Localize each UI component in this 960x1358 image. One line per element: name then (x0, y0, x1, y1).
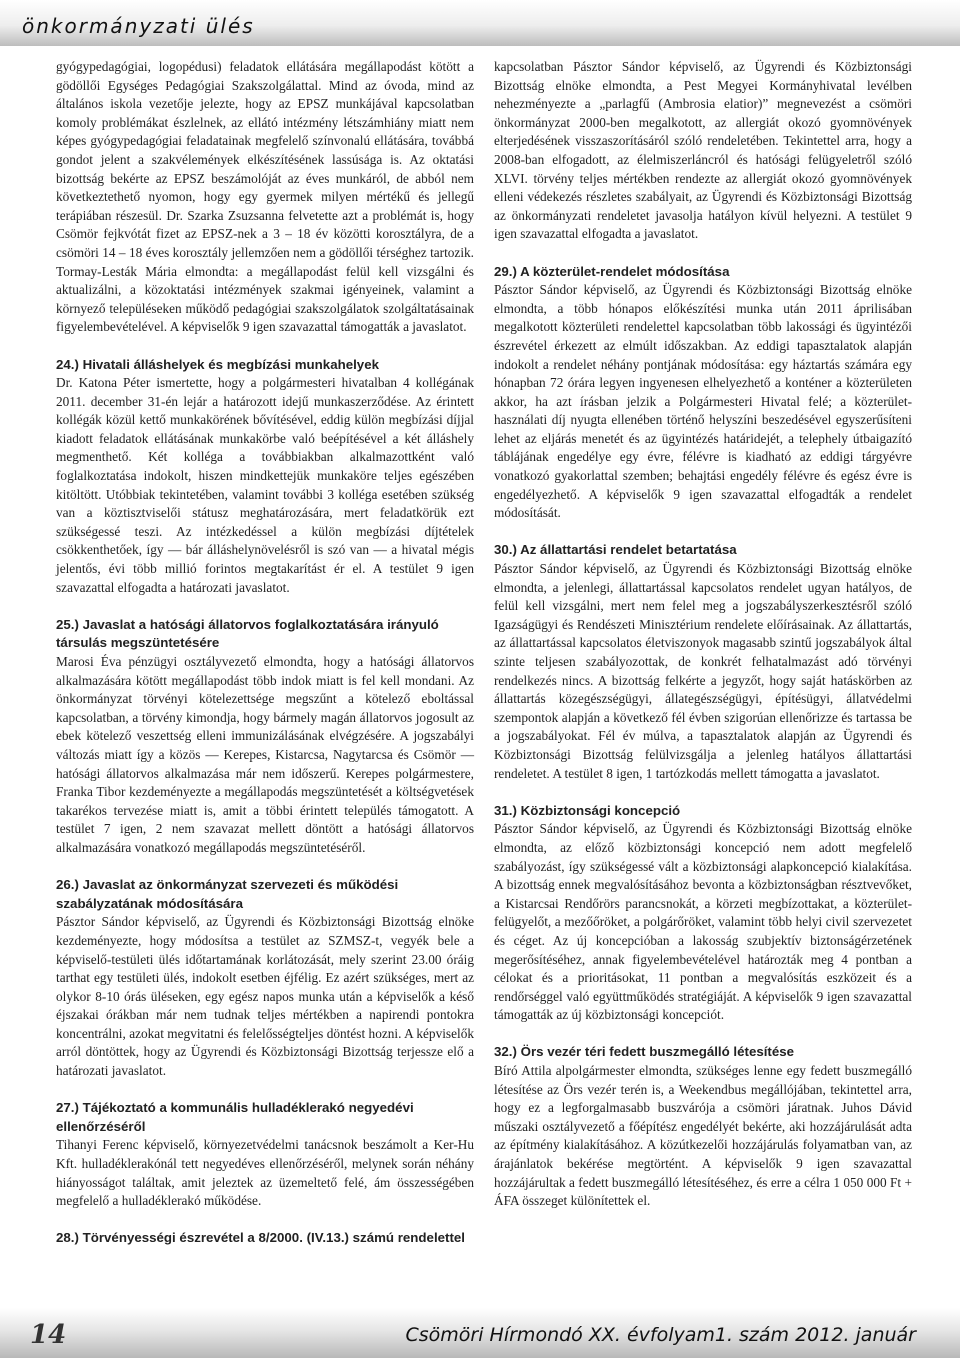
paragraph: Pásztor Sándor képviselő, az Ügyrendi és Közbiztonsági Bizottság elnöke elmondta, a több hónapos előkészítési munka után 2011 áprilisában megalkotott közterületi rendelettel kapcsolatban több lakossági és ügyintézői észrevétel érkezett az elmúlt időszakban. Az eddigi tapasztalatok alapján indokolt a rendelet néhány pontjának módosítása: egy háztartás számára egy hónapban 72 órára legyen ingyenesen elhelyezhető a konténer a közterületen akkor, ha azt írásban jelzik a Polgármesteri Hivatal felé; a közterület-használati díj nyugta ellenében történő helyszíni beszedésével egyszerűsíteni lehet az eljárás menetét és az ügyintézés határidejét, a telephely útbaigazító táblájának engedélye egy évre, félévre is kiadható az eddigi tárgyévre vonatkozó gyakorlattal szemben; behajtási engedély félévre és egész évre is engedélyezhető. A képviselők 9 igen szavazattal elfogadták a rendelet módosítását. (494, 282, 912, 521)
paragraph: Pásztor Sándor képviselő, az Ügyrendi és Közbiztonsági Bizottság elnöke kezdeményezte, hogy módosítsa a testület az SZMSZ-t, vegyék bele a képviselő-testületi ülés időtartamának korlátozását, mely szerint 23.00 óráig tarthat egy testületi ülés, indokolt esetben éjfélig. Ez azért szükséges, mert az olykor 8-10 órás üléseken, egy egész napos munka után a képviselők a késő éjszakai órákban már nem tudnak teljes mértékben a napirendi pontokra koncentrálni, azokat megvitatni és felelősségteljes döntést hozni. A képviselők arról döntöttek, hogy az Ügyrendi és Közbiztonsági Bizottság terjessze elő a határozati javaslatot. (56, 914, 474, 1079)
page-footer (0, 1308, 960, 1358)
agenda-heading-25: 25.) Javaslat a hatósági állatorvos foglalkoztatására irányuló társulás megszüntetésére (56, 616, 439, 651)
agenda-heading-29: 29.) A közterület-rendelet módosítása (494, 263, 730, 279)
right-column (494, 58, 912, 1211)
paragraph: Marosi Éva pénzügyi osztályvezető elmondta, hogy a hatósági állatorvos alkalmazására kötött megállapodást több indok miatt is fel kell mondani. Az önkormányzat törvényi kötelezettsége megszűnt a kötelező eboltással kapcsolatban, a törvény kimondja, hogy bármely magán állatorvos jogosult az ebek kötelező veszettség elleni immunizálásának elvégzésére. A jogszabályi változás miatt így a közös — Kerepes, Kistarcsa, Nagytarcsa és Csömör — hatósági állatorvos alkalmazása már nem időszerű. Kerepes polgármestere, Franka Tibor kezdeményezte a megállapodás megszüntetését a költségvetések takarékos tervezése miatt is, amit a többi érintett település támogatott. A testület 7 igen, 2 nem szavazat mellett döntött a hatósági állatorvos alkalmazására vonatkozó megállapodás megszüntetéséről. (56, 654, 474, 855)
agenda-heading-28: 28.) Törvényességi észrevétel a 8/2000. (IV.13.) számú rendelettel (56, 1230, 465, 1246)
agenda-heading-31: 31.) Közbiztonsági koncepció (494, 802, 681, 818)
page-header (0, 0, 960, 46)
page-number: 14 (30, 1320, 67, 1350)
agenda-heading-24: 24.) Hivatali álláshelyek és megbízási munkahelyek (56, 356, 379, 372)
paragraph: Bíró Attila alpolgármester elmondta, szükséges lenne egy fedett buszmegálló létesítése az Örs vezér terén is, a Weekendbus megállójában, tekintettel arra, hogy ez a legforgalmasabb buszvárója a csömöri járatnak. Juhos Dávid műszaki osztályvezető a főépítész engedélyét bekérte, aki hozzájárulását adta az építmény kialakításához. A közútkezelői hozzájárulás folyamatban van, az árajánlatok bekérése megtörtént. A képviselők 9 igen szavazattal hozzájárultak a fedett buszmegálló létesítéséhez, és erre a célra 1 050 000 Ft + ÁFA összeget különítettek el. (494, 1063, 912, 1209)
agenda-heading-32: 32.) Örs vezér téri fedett buszmegálló létesítése (494, 1044, 795, 1060)
paragraph: Pásztor Sándor képviselő, az Ügyrendi és Közbiztonsági Bizottság elnöke elmondta, az előző közbiztonsági koncepció nem adott megfelelő szabályozást, így szükségessé vált a közbiztonsági alapkoncepció kialakítása. A bizottság ennek megvalósításához bevonta a közbiztonságban résztvevőket, a Kistarcsai Rendőrörs parancsnokát, a körzeti megbízottakat, a közterület-felügyelőt, a mezőőröket, a polgárőröket, valamint több helyi civil szervezetet és céget. Az új koncepcióban a lakosság szubjektív biztonságérzetének megerősítéséhez, annak figyelembevételével határozták meg 4 pontban a célokat és a prioritásokat, 11 pontban a megvalósítás eszközeit és a rendőrséggel való együttműködés stratégiáját. A képviselők 9 igen szavazattal támogatták az új közbiztonsági koncepciót. (494, 821, 912, 1023)
paragraph: Pásztor Sándor képviselő, az Ügyrendi és Közbiztonsági Bizottság elnöke elmondta, a jelenlegi, állattartással kapcsolatos rendelet ugyan hatályos, de felül kell vizsgálni, mert nem felel meg a jogszabályszerkesztésről szóló Igazságügyi és Rendészeti Minisztérium rendelete előírásainak. Az állattartás, az állattartással kapcsolatos életviszonyok magasabb szintű jogszabályok által szinte teljesen szabályozottak, de konkrét felhatalmazást adó törvényi rendelkezés nincs. A bizottság felkérte a jegyzőt, hogy saját hatáskörben az állattartás közegészségügyi, állategészségügyi, építésügyi, állatvédelmi szempontok alapján a következő fél évben szigorúan ellenőrizze és tartassa be a jogszabályokat. Fél év múlva, a tapasztalatok alapján az Ügyrendi és Közbiztonsági Bizottság felülvizsgálja a jelenleg hatályos állattartási rendeletet. A testület 8 igen, 1 tartózkodás mellett támogatta a javaslatot. (494, 561, 912, 781)
paragraph: Tihanyi Ferenc képviselő, környezetvédelmi tanácsnok beszámolt a Ker-Hu Kft. hulladéklerakónál tett negyedéves ellenőrzéséről, melynek során néhány hiányosságot találtak, amit jeleztek az üzemeltető felé, ám összességében megfelelő a hulladéklerakó működése. (56, 1137, 474, 1209)
paragraph: gyógypedagógiai, logopédusi) feladatok ellátására megállapodást kötött a gödöllői Egységes Pedagógiai Szakszolgálattal. Mind az óvoda, mind az általános iskola vezetője jelezte, hogy az EPSZ munkájával kapcsolatban komoly problémákat észlelnek, az ellátó intézmény létszámhiány miatt nem képes gyógypedagógiai feladatainak megfelelő színvonalú ellátására, továbbá gondot jelent a szakvélemények elkészítésének lassúsága is. Az oktatási bizottság bekérte az EPSZ beszámolóját az éves munkáról, de abból nem következtethető nyomon, hogy egy gyermek milyen mértékű és jellegű terápiában részesül. Dr. Szarka Zsuzsanna felvetette azt a problémát is, hogy Csömör fejkvótát fizet az EPSZ-nek a 3 – 18 év közötti korosztályra, de a csömöri 14 – 18 éves korosztály jellemzően nem a gödöllői térséghez tartozik. Tormay-Lesták Mária elmondta: a megállapodást felül kell vizsgálni és aktualizálni, a közoktatási intézmények szakmai igényeinek, valamint a környező településeken működő pedagógiai szakszolgálatok szolgáltatásainak figyelembevételével. A képviselők 9 igen szavazattal támogatták a javaslatot. (56, 59, 474, 335)
agenda-heading-30: 30.) Az állattartási rendelet betartatása (494, 542, 737, 558)
paragraph: Dr. Katona Péter ismertette, hogy a polgármesteri hivatalban 4 kollégának 2011. december 31-én lejár a határozott idejű munkaszerződése. Az érintett kollégák közül kettő munkakörének bővítésével, eddig külön megbízási díjjal kiadott feladatok ellátásának munkakörbe való beépítésével a két álláshely megmenthető. Két kolléga a továbbiakban alkalmazottként való foglalkoztatása indokolt, hiszen mindkettejük munkaköre teljes egészében kitöltött. Utóbbiak tekintetében, valamint további 3 kolléga esetében szükség van a köztisztviselői státusz meghatározására, mert feladatkörük ezt szükségessé teszi. Az intézkedéssel a külön megbízási díjtételek csökkenthetőek, így — bár álláshelynövelésről is szó van — a hivatal mégis jelentős, évi több millió forintos megtakarítást ér el. A testület 9 igen szavazattal elfogadta a határozati javaslatot. (56, 375, 474, 595)
left-column (56, 58, 474, 1248)
agenda-heading-27: 27.) Tájékoztató a kommunális hulladéklerakó negyedévi ellenőrzéséről (56, 1100, 414, 1134)
publication-title: Csömöri Hírmondó XX. évfolyam1. szám 2012. január (405, 1324, 916, 1346)
section-title: önkormányzati ülés (22, 14, 255, 38)
paragraph: kapcsolatban Pásztor Sándor képviselő, az Ügyrendi és Közbiztonsági Bizottság elnöke elmondta, a Pest Megyei Kormányhivatal levélben nehezményezte a „parlagfű (Ambrosia elatior)” megnevezést a csömöri önkormányzat 2000-ben megalkotott, az allergiát okozó gyomnövények elterjedésének visszaszorításáról szóló rendeletében. Tekintettel arra, hogy a 2008-ban elfogadott, az élelmiszerláncról és hatósági felügyeletről szóló XLVI. törvény teljes mértékben rendezte az allergiát okozó gyomnövények elleni védekezés részletes szabályait, az Ügyrendi és Közbiztonsági Bizottság az önkormányzati rendeletet javasolja hatályon kívül helyezni. A testület 9 igen szavazattal elfogadta a javaslatot. (494, 59, 912, 242)
agenda-heading-26: 26.) Javaslat az önkormányzat szervezeti és működési szabályzatának módosítására (56, 877, 399, 911)
